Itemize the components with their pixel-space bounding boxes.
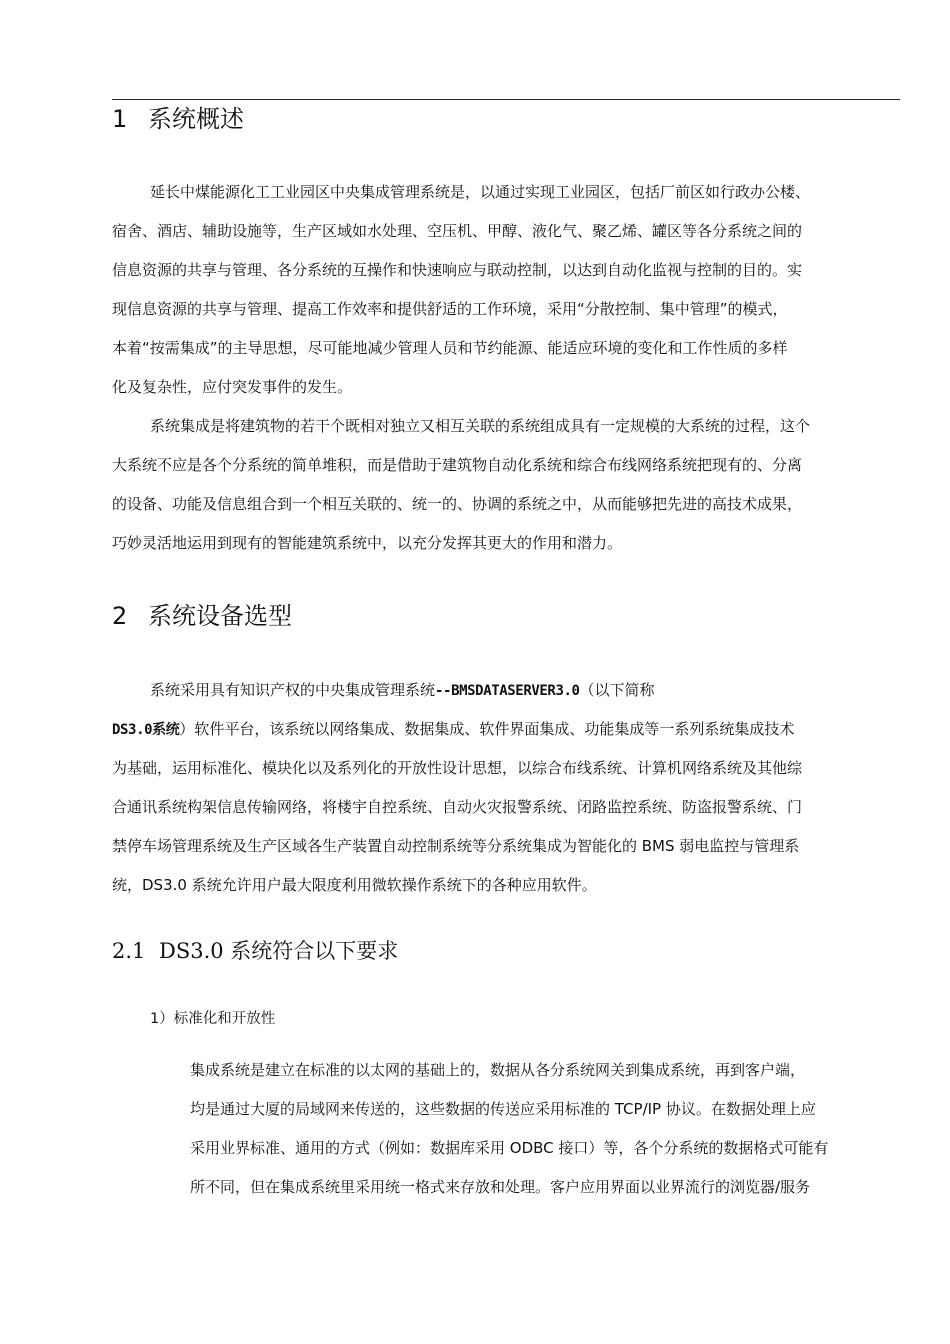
subsection-number: 2.1 bbox=[112, 939, 146, 963]
text-line: 所不同，但在集成系统里采用统一格式来存放和处理。客户应用界面以业界流行的浏览器/服务 bbox=[190, 1178, 811, 1196]
text-line: 合通讯系统构架信息传输网络，将楼宇自控系统、自动火灾报警系统、闭路监控系统、防盗报警系统、门 bbox=[112, 798, 803, 816]
text-line bbox=[112, 671, 902, 710]
product-name-code: --BMSDATASERVER3.0 bbox=[435, 683, 580, 699]
section-number: 1 bbox=[112, 105, 128, 133]
text-line: 宿舍、酒店、辅助设施等，生产区域如水处理、空压机、甲醇、液化气、聚乙烯、罐区等各分系统之间的 bbox=[112, 222, 803, 240]
text-line: 系统集成是将建筑物的若干个既相对独立又相互关联的系统组成具有一定规模的大系统的过程，这个 bbox=[150, 417, 811, 435]
subsection-title: DS3.0 系统符合以下要求 bbox=[159, 939, 399, 963]
text-segment: ）软件平台，该系统以网络集成、数据集成、软件界面集成、功能集成等一系列系统集成技术 bbox=[179, 720, 795, 738]
text-line: 的设备、功能及信息组合到一个相互关联的、统一的、协调的系统之中，从而能够把先进的高技术成果， bbox=[112, 495, 803, 513]
section-title: 系统设备选型 bbox=[148, 602, 292, 630]
text-line: 禁停车场管理系统及生产区域各生产装置自动控制系统等分系统集成为智能化的 BMS 弱电监控与管理系 bbox=[112, 837, 800, 855]
product-short-name: DS3.0系统 bbox=[112, 722, 180, 738]
section-1-paragraph-1 bbox=[112, 173, 902, 407]
section-2-heading bbox=[112, 600, 292, 632]
header-rule bbox=[112, 99, 900, 100]
text-segment: 系统采用具有知识产权的中央集成管理系统 bbox=[150, 681, 436, 699]
text-line: 大系统不应是各个分系统的简单堆积，而是借助于建筑物自动化系统和综合布线网络系统把现有的、分离 bbox=[112, 456, 803, 474]
text-line: 均是通过大厦的局域网来传送的，这些数据的传送应采用标准的 TCP/IP 协议。在数据处理上应 bbox=[190, 1100, 816, 1118]
text-line: 信息资源的共享与管理、各分系统的互操作和快速响应与联动控制，以达到自动化监视与控制的目的。实 bbox=[112, 261, 803, 279]
text-line: 延长中煤能源化工工业园区中央集成管理系统是，以通过实现工业园区，包括厂前区如行政办公楼、 bbox=[150, 183, 811, 201]
subsection-2-1-heading bbox=[112, 937, 398, 965]
text-line: 采用业界标准、通用的方式（例如：数据库采用 ODBC 接口）等，各个分系统的数据格式可能有 bbox=[190, 1139, 829, 1157]
text-line bbox=[112, 710, 902, 749]
list-item-label: 1）标准化和开放性 bbox=[150, 1011, 276, 1027]
text-line: 化及复杂性，应付突发事件的发生。 bbox=[112, 378, 353, 396]
text-segment: （以下简称 bbox=[579, 681, 655, 699]
list-item-paragraph bbox=[190, 1051, 902, 1207]
text-line: 统，DS3.0 系统允许用户最大限度利用微软操作系统下的各种应用软件。 bbox=[112, 876, 597, 894]
text-line: 集成系统是建立在标准的以太网的基础上的，数据从各分系统网关到集成系统，再到客户端， bbox=[190, 1061, 806, 1079]
section-number: 2 bbox=[112, 602, 128, 630]
text-line: 本着“按需集成”的主导思想，尽可能地减少管理人员和节约能源、能适应环境的变化和工作性质的多样 bbox=[112, 339, 788, 357]
section-1-paragraph-2 bbox=[112, 407, 902, 563]
text-line: 为基础，运用标准化、模块化以及系列化的开放性设计思想，以综合布线系统、计算机网络系统及其他综 bbox=[112, 759, 803, 777]
section-title: 系统概述 bbox=[148, 105, 244, 133]
section-2-paragraph bbox=[112, 671, 902, 905]
text-line: 现信息资源的共享与管理、提高工作效率和提供舒适的工作环境，采用“分散控制、集中管理”的模式， bbox=[112, 300, 788, 318]
text-line: 巧妙灵活地运用到现有的智能建筑系统中，以充分发挥其更大的作用和潜力。 bbox=[112, 534, 623, 552]
section-1-heading bbox=[112, 103, 244, 135]
